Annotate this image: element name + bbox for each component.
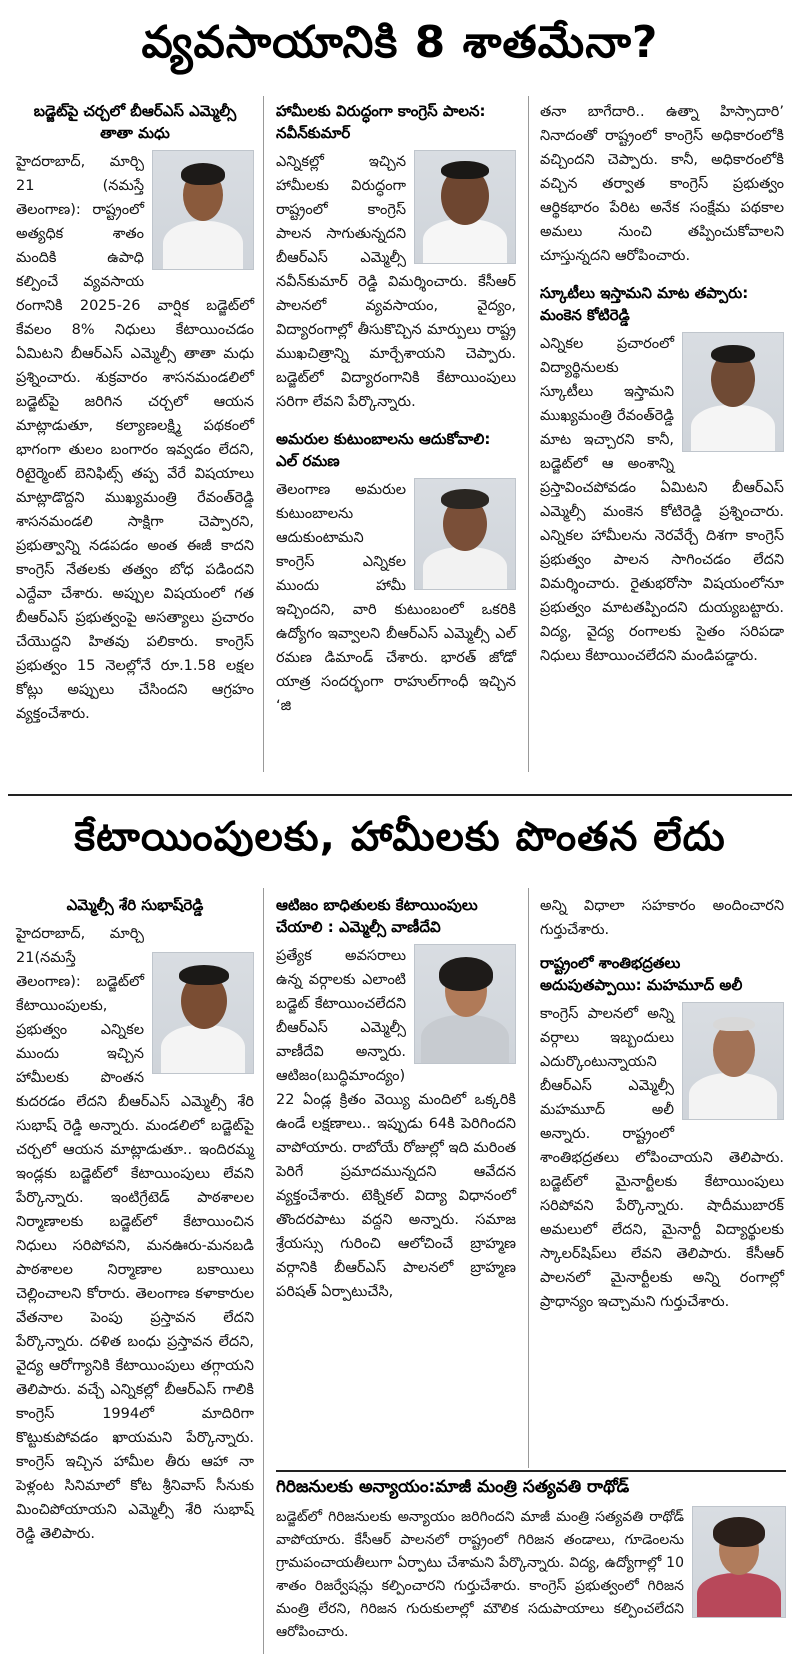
story1-col3b-body: ఎన్నికల ప్రచారంలో విద్యార్థినులకు స్కూటీలు ఇస్తామని ముఖ్యమంత్రి రేవంత్‌రెడ్డి మాట ఇచ్చారని కానీ, బడ్జెట్‌లో ఆ అంశాన్ని ప్రస్తావించపోవడం ఏమిటని బీఆర్‌ఎస్ ఎమ్మెల్సీ మంకెన కోటిరెడ్డి ప్రశ్నించారు. ఎన్నికల హామీలను నెరవేర్చే దిశగా కాంగ్రెస్ ప్రభుత్వం పాలన సాగించడం లేదని విమర్శించారు. రైతుభరోసా విషయంలోనూ ప్రభుత్వం మాటతప్పిందని దుయ్యబట్టారు. విద్య, వైద్య రంగాలకు సైతం సరిపడా నిధులు కేటాయించలేదని మండిపడ్డారు. [540, 336, 784, 664]
story2-col3a-body: అన్ని విధాలా సహకారం అందించారని గుర్తుచేశారు. [540, 898, 784, 938]
story1-column-3 [540, 100, 784, 668]
mlc-naveen-kumar-photo [414, 150, 516, 264]
story2-column-3 [540, 894, 784, 1314]
story1-col3a-body: తనా బాగేదారి.. ఉత్నా హిస్సాదారి’ నినాదంతో రాష్ట్రంలో కాంగ్రెస్ అధికారంలోకి వచ్చిందని చెప్పారు. కానీ, అధికారంలోకి వచ్చిన తర్వాత కాంగ్రెస్ ప్రభుత్వం ఆర్థికభారం పేరిట అనేక సంక్షేమ పథకాల అమలు నుంచి తప్పించుకోవాలని చూస్తున్నదని ఆరోపించారు. [540, 104, 784, 264]
mlc-l-ramana-photo [414, 478, 516, 590]
story1-headline: వ్యవసాయానికి 8 శాతమేనా? [141, 17, 659, 68]
story2-column-1 [16, 894, 254, 1546]
story2-col1-body: హైదరాబాద్, మార్చి 21(నమస్తే తెలంగాణ): బడ్జెట్‌లో కేటాయింపులకు, ప్రభుత్వం ఎన్నికల ముందు ఇచ్చిన హామీలకు పొంతన కుదరడం లేదని బీఆర్‌ఎస్ ఎమ్మెల్సీ శేరి సుభాష్ రెడ్డి అన్నారు. మండలిలో బడ్జెట్‌పై చర్చలో ఆయన మాట్లాడుతూ.. ఇందిరమ్మ ఇండ్లకు బడ్జెట్‌లో కేటాయింపులు లేవని పేర్కొన్నారు. ఇంటిగ్రేటెడ్ పాఠశాలల నిర్మాణాలకు బడ్జెట్‌లో కేటాయించిన నిధులు సరిపోవని, మనఊరు-మనబడి పాఠశాలల నిర్మాణాల బకాయిలు చెల్లించాలని కోరారు. తెలంగాణ కళాకారుల వేతనాల పెంపు ప్రస్తావన లేదని పేర్కొన్నారు. దళిత బంధు ప్రస్తావన లేదని, వైద్య ఆరోగ్యానికి కేటాయింపులు తగ్గాయని తెలిపారు. వచ్చే ఎన్నికల్లో బీఆర్‌ఎస్ గాలికి కాంగ్రెస్ 1994లో మాదిరిగా కొట్టుకుపోవడం ఖాయమని పేర్కొన్నారు. కాంగ్రెస్ ఇచ్చిన హామీల తీరు ఆహా నా పెళ్లంట సినిమాలో కోట శ్రీనివాస్ సీనుకు మించిపోయాయని ఎమ్మెల్సీ శేరి సుభాష్ రెడ్డి తెలిపారు. [16, 926, 254, 1542]
girijana-box [276, 1476, 786, 1644]
column-divider [263, 888, 264, 1654]
story2-headline: కేటాయింపులకు, హామీలకు పొంతన లేదు [74, 814, 726, 860]
girijana-subhead: గిరిజనులకు అన్యాయం:మాజీ మంత్రి సత్యవతి రాథోడ్ [276, 1477, 630, 1497]
column-divider [528, 96, 529, 772]
ex-minister-satyavathi-rathod-photo [692, 1506, 786, 1618]
girijana-body: బడ్జెట్‌లో గిరిజనులకు అన్యాయం జరిగిందని మాజీ మంత్రి సత్యవతి రాథోడ్ వాపోయారు. కేసీఆర్ పాలనలో రాష్ట్రంలో గిరిజన తండాలు, గూడెంలను గ్రామపంచాయతీలుగా ఏర్పాటు చేశామని పేర్కొన్నారు. విద్య, ఉద్యోగాల్లో 10 శాతం రిజర్వేషన్లు కల్పించారని గుర్తుచేశారు. కాంగ్రెస్ ప్రభుత్వంలో గిరిజన మంత్రి లేరని, గిరిజన గురుకులాల్లో మౌలిక సదుపాయాలు కల్పించలేదని ఆరోపించారు. [276, 1509, 684, 1640]
story1-col2a-body: ఎన్నికల్లో ఇచ్చిన హామీలకు విరుద్ధంగా రాష్ట్రంలో కాంగ్రెస్ పాలన సాగుతున్నదని బీఆర్‌ఎస్ ఎమ్మెల్సీ నవీన్‌కుమార్ రెడ్డి విమర్శించారు. కేసీఆర్ పాలనలో వ్యవసాయం, వైద్యం, విద్యారంగాల్లో తీసుకొచ్చిన మార్పులు రాష్ట్ర ముఖచిత్రాన్ని మార్చేశాయని చెప్పారు. బడ్జెట్‌లో విద్యారంగానికి కేటాయింపులు సరిగా లేవని పేర్కొన్నారు. [276, 154, 516, 410]
story1-col3b-subhead: స్కూటీలు ఇస్తామని మాట తప్పారు: మంకెన కోటిరెడ్డి [540, 284, 749, 324]
story2-col2-body: ప్రత్యేక అవసరాలు ఉన్న వర్గాలకు ఎలాంటి బడ్జెట్ కేటాయించలేదని బీఆర్‌ఎస్ ఎమ్మెల్సీ వాణీదేవి అన్నారు. ఆటిజం(బుద్ధిమాంద్యం) 22 ఏండ్ల క్రితం వెయ్యి మందిలో ఒక్కరికి ఉండే లక్షణాలు.. ఇప్పుడు 64కి పెరిగిందని వాపోయారు. రాబోయే రోజుల్లో ఇది మరింత పెరిగే ప్రమాదమున్నదని ఆవేదన వ్యక్తంచేశారు. టెక్నికల్ విద్యా విధానంలో తొందరపాటు వద్దని అన్నారు. సమాజ శ్రేయస్సు గురించి ఆలోచించే బ్రాహ్మణ వర్గానికి బీఆర్‌ఎస్ పాలనలో బ్రాహ్మణ పరిషత్ ఏర్పాటుచేసి, [276, 948, 516, 1300]
story2-col3b-body: కాంగ్రెస్ పాలనలో అన్ని వర్గాలు ఇబ్బందులు ఎదుర్కొంటున్నాయని బీఆర్‌ఎస్ ఎమ్మెల్సీ మహమూద్ అలీ అన్నారు. రాష్ట్రంలో శాంతిభద్రతలు లోపించాయని తెలిపారు. బడ్జెట్‌లో మైనార్టీలకు కేటాయింపులు సరిపోవని పేర్కొన్నారు. షాదీముబారక్ అమలులో లేదని, మైనార్టీ విద్యార్థులకు స్కాలర్‌షిప్‌లు లేవని తెలిపారు. కేసీఆర్ పాలనలో మైనార్టీలకు అన్ని రంగాల్లో ప్రాధాన్యం ఇచ్చామని గుర్తుచేశారు. [540, 1006, 784, 1310]
column-divider [528, 888, 529, 1468]
girijana-box-rule-top [276, 1470, 786, 1472]
story1-col1-subhead: బడ్జెట్‌పై చర్చలో బీఆర్‌ఎస్ ఎమ్మెల్సీ తాతా మధు [33, 102, 237, 142]
story1-column-1 [16, 100, 254, 726]
mlc-mahmood-ali-photo [682, 1002, 784, 1120]
mlc-sheri-subhash-reddy-photo [152, 952, 254, 1074]
story1-col2b-subhead: అమరుల కుటుంబాలను ఆదుకోవాలి: ఎల్ రమణ [276, 430, 491, 470]
story-separator [8, 794, 792, 796]
story1-column-2 [276, 100, 516, 718]
story2-col1-subhead: ఎమ్మెల్సీ శేరి సుభాష్‌రెడ్డి [66, 896, 204, 914]
mlc-mankena-kotireddy-photo [682, 332, 784, 452]
mlc-vani-devi-photo [414, 944, 516, 1064]
mlc-tata-madhu-photo [152, 150, 254, 270]
column-divider [263, 96, 264, 772]
story1-col1-body: హైదరాబాద్, మార్చి 21 (నమస్తే తెలంగాణ): రాష్ట్రంలో అత్యధిక శాతం మందికి ఉపాధి కల్పించే వ్యవసాయ రంగానికి 2025-26 వార్షిక బడ్జెట్‌లో కేవలం 8% నిధులు కేటాయించడం ఏమిటని బీఆర్‌ఎస్ ఎమ్మెల్సీ తాతా మధు ప్రశ్నించారు. శుక్రవారం శాసనమండలిలో బడ్జెట్‌పై జరిగిన చర్చలో ఆయన మాట్లాడుతూ, కల్యాణలక్ష్మి పథకంలో భాగంగా తులం బంగారం ఇవ్వడం లేదని, రిటైర్మెంట్ బెనిఫిట్స్ తప్ప వేరే విషయాలు మాట్లాడొద్దని ముఖ్యమంత్రి రేవంత్‌రెడ్డి శాసనమండలి సాక్షిగా చెప్పారని, ప్రభుత్వాన్ని నడపడం అంత ఈజీ కాదని కాంగ్రెస్ నేతలకు తత్వం బోధ పడిందని ఎద్దేవా చేశారు. అప్పుల విషయంలో గత బీఆర్‌ఎస్ ప్రభుత్వంపై అసత్యాలు ప్రచారం చేయొద్దని హితవు పలికారు. కాంగ్రెస్ ప్రభుత్వం 15 నెలల్లోనే రూ.1.58 లక్షల కోట్లు అప్పులు చేసిందని ఆగ్రహం వ్యక్తంచేశారు. [16, 154, 254, 722]
story2-col3b-subhead: రాష్ట్రంలో శాంతిభద్రతలు అదుపుతప్పాయి: మహమూద్ అలీ [540, 954, 743, 994]
story1-col2a-subhead: హామీలకు విరుద్ధంగా కాంగ్రెస్ పాలన: నవీన్‌కుమార్ [276, 102, 486, 142]
story2-column-2 [276, 894, 516, 1304]
story1-col2b-body: తెలంగాణ అమరుల కుటుంబాలను ఆదుకుంటామని కాంగ్రెస్ ఎన్నికల ముందు హామీ ఇచ్చిందని, వారి కుటుంబంలో ఒకరికి ఉద్యోగం ఇవ్వాలని బీఆర్‌ఎస్ ఎమ్మెల్సీ ఎల్ రమణ డిమాండ్ చేశారు. భారత్ జోడో యాత్ర సందర్భంగా రాహుల్‌గాంధీ ఇచ్చిన ‘జి [276, 482, 516, 714]
story2-col2-subhead: ఆటిజం బాధితులకు కేటాయింపులు చేయాలి : ఎమ్మెల్సీ వాణీదేవి [276, 896, 478, 936]
